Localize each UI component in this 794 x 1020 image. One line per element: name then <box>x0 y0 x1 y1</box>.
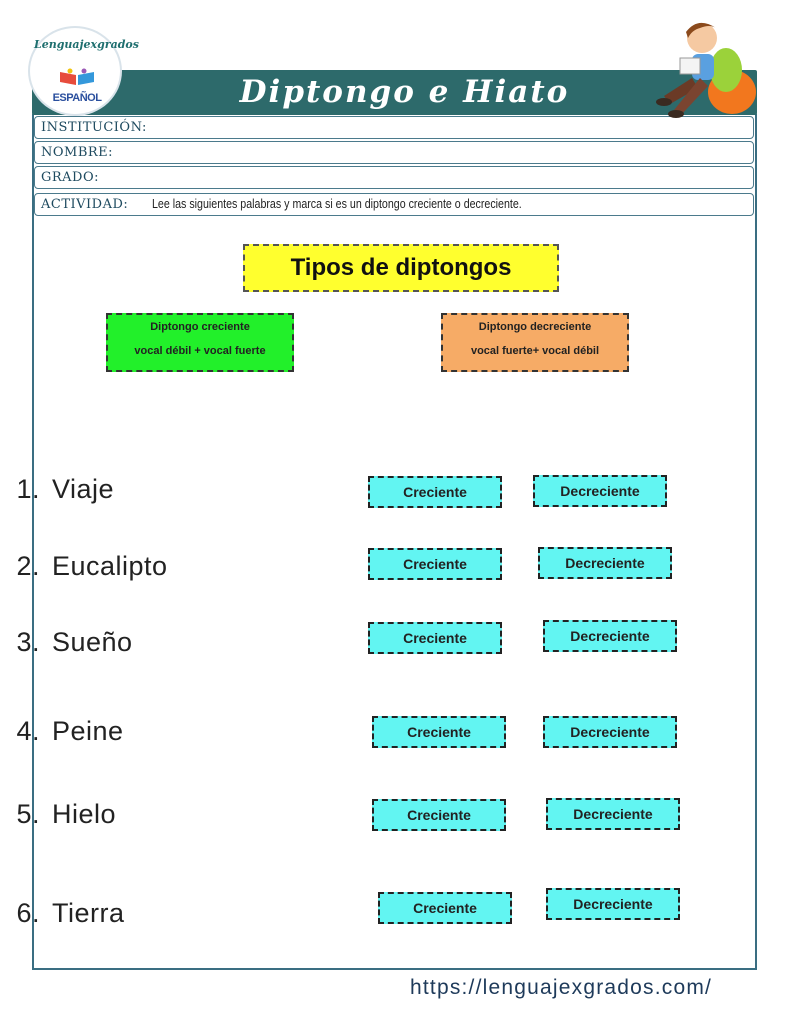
creciente-option-1[interactable]: Creciente <box>368 476 502 508</box>
creciente-definition-box <box>106 313 294 372</box>
decreciente-formula: vocal fuerte+ vocal débil <box>470 345 600 357</box>
creciente-option-3[interactable]: Creciente <box>368 622 502 654</box>
logo-brand: ESPAÑOL <box>52 92 102 104</box>
creciente-option-4[interactable]: Creciente <box>372 716 506 748</box>
decreciente-definition-box <box>441 313 629 372</box>
word-number: 2. <box>16 551 40 581</box>
grado-field[interactable] <box>34 166 754 189</box>
grado-label: GRADO: <box>41 170 100 185</box>
decreciente-option-1[interactable]: Decreciente <box>533 475 667 507</box>
exercise-word-5 <box>0 799 340 830</box>
exercise-word-4 <box>0 716 340 747</box>
word-text: Viaje <box>52 474 115 504</box>
worksheet-frame <box>32 114 757 970</box>
exercise-word-2 <box>0 551 340 582</box>
word-number: 3. <box>16 627 40 657</box>
institucion-label: INSTITUCIÓN: <box>41 120 147 135</box>
section-title: Tipos de diptongos <box>243 244 559 292</box>
word-number: 5. <box>16 799 40 829</box>
creciente-option-6[interactable]: Creciente <box>378 892 512 924</box>
word-number: 4. <box>16 716 40 746</box>
logo-text: Lenguajexgrados <box>34 38 139 51</box>
nombre-label: NOMBRE: <box>41 145 114 160</box>
word-number: 6. <box>16 898 40 928</box>
actividad-label: ACTIVIDAD: <box>41 197 129 212</box>
decreciente-name: Diptongo decreciente <box>478 321 592 333</box>
word-text: Tierra <box>52 898 125 928</box>
word-number: 1. <box>16 474 40 504</box>
word-text: Eucalipto <box>52 551 168 581</box>
creciente-option-5[interactable]: Creciente <box>372 799 506 831</box>
decreciente-option-5[interactable]: Decreciente <box>546 798 680 830</box>
decreciente-option-3[interactable]: Decreciente <box>543 620 677 652</box>
exercise-word-3 <box>0 627 340 658</box>
nombre-field[interactable] <box>34 141 754 164</box>
actividad-instructions: Lee las siguientes palabras y marca si es un diptongo creciente o decreciente. <box>152 196 522 211</box>
boy-reading-illustration <box>640 12 758 120</box>
decreciente-option-2[interactable]: Decreciente <box>538 547 672 579</box>
word-text: Sueño <box>52 627 133 657</box>
creciente-name: Diptongo creciente <box>150 321 250 333</box>
book-icon <box>58 68 96 86</box>
website-url[interactable]: https://lenguajexgrados.com/ <box>410 976 713 999</box>
decreciente-option-4[interactable]: Decreciente <box>543 716 677 748</box>
word-text: Peine <box>52 716 124 746</box>
word-text: Hielo <box>52 799 117 829</box>
creciente-formula: vocal débil + vocal fuerte <box>134 345 266 357</box>
creciente-option-2[interactable]: Creciente <box>368 548 502 580</box>
actividad-field <box>34 193 754 216</box>
site-logo <box>28 26 139 116</box>
exercise-word-6 <box>0 898 340 929</box>
exercise-word-1 <box>0 474 340 505</box>
decreciente-option-6[interactable]: Decreciente <box>546 888 680 920</box>
worksheet-title: Diptongo e Hiato <box>239 74 570 110</box>
